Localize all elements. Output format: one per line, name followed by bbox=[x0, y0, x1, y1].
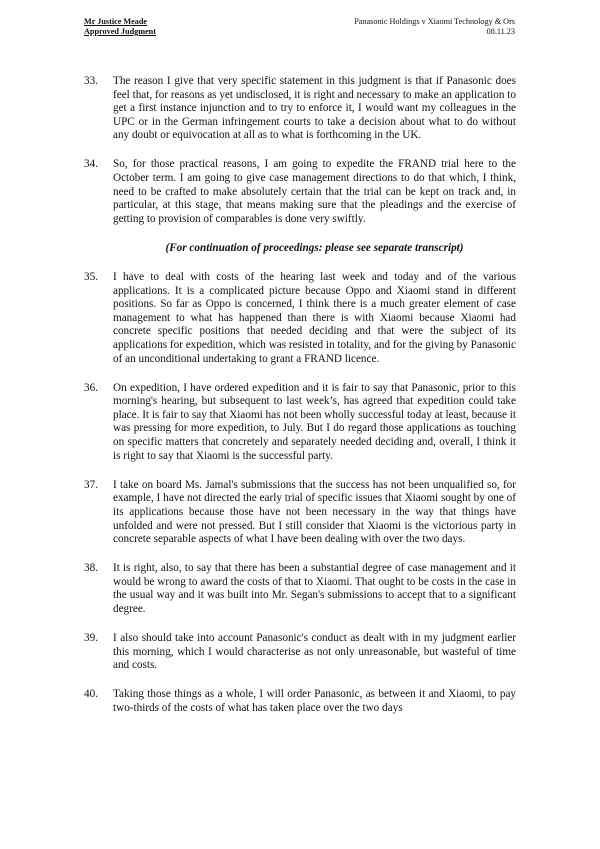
paragraph-35 bbox=[84, 271, 516, 366]
paragraph-text: Taking those things as a whole, I will order Panasonic, as between it and Xiaomi, to pay two-thirds of the costs of what has taken place over the two days bbox=[113, 688, 516, 714]
paragraph-40 bbox=[84, 688, 516, 715]
judgment-date: 08.11.23 bbox=[486, 27, 515, 36]
header-right bbox=[354, 17, 515, 37]
paragraph-text: I have to deal with costs of the hearing last week and today and of the various applications. It is a complicated picture because Oppo and Xiaomi stand in different positions. So far as Oppo is concerned, I think there is a much greater element of case management to what has happened than there is with Xiaomi because Xiaomi had concrete specific positions that needed deciding and that were the subject of its applications for expedition, which was resisted in totality, and for the giving by Panasonic of an unconditional undertaking to grant a FRAND licence. bbox=[113, 271, 516, 365]
case-name: Panasonic Holdings v Xiaomi Technology & Ors bbox=[354, 17, 515, 26]
paragraph-33 bbox=[84, 75, 516, 143]
paragraph-37 bbox=[84, 479, 516, 547]
continuation-notice: (For continuation of proceedings: please see separate transcript) bbox=[165, 241, 464, 254]
judgment-body bbox=[84, 75, 516, 731]
paragraph-34 bbox=[84, 158, 516, 226]
paragraph-number: 36. bbox=[84, 381, 98, 394]
paragraph-text: It is right, also, to say that there has been a substantial degree of case management and it would be wrong to award the costs of that to Xiaomi. That ought to be costs in the case in the usual way and it was built into Mr. Segan's submissions to accept that to a significant degree. bbox=[113, 562, 516, 615]
header-left bbox=[84, 17, 156, 37]
paragraph-text: I take on board Ms. Jamal's submissions that the success has not been unqualified so, for example, I have not directed the early trial of specific issues that Xiaomi sought by one of its applications because those have not been necessary in the way that things have unfolded and were not pressed. But I still consider that Xiaomi is the victorious party in concrete separable aspects of what I have been dealing with over the two days. bbox=[113, 478, 516, 546]
paragraph-39 bbox=[84, 632, 516, 673]
judgment-status: Approved Judgment bbox=[84, 27, 156, 36]
paragraph-number: 37. bbox=[84, 478, 98, 491]
paragraph-text: I also should take into account Panasonic's conduct as dealt with in my judgment earlier this morning, which I would characterise as not only unreasonable, but wasteful of time and costs. bbox=[113, 632, 516, 672]
paragraph-number: 40. bbox=[84, 688, 98, 701]
paragraph-number: 39. bbox=[84, 632, 98, 645]
paragraph-38 bbox=[84, 562, 516, 616]
paragraph-text: On expedition, I have ordered expedition and it is fair to say that Panasonic, prior to this morning's hearing, but subsequent to last week’s, has agreed that expedition could take place. It is fair to say that Xiaomi has not been wholly successful today at least, because it was pressing for more expedition, to July. But I do regard those applications as touching on specific matters that concretely and separately needed deciding and, overall, I think it is right to say that Xiaomi is the successful party. bbox=[113, 381, 516, 462]
paragraph-text: The reason I give that very specific statement in this judgment is that if Panasonic does feel that, for reasons as yet undisclosed, it is right and necessary to make an application to get a first instance injunction and to try to enforce it, I would want my colleagues in the UPC or in the German infringement courts to take a decision about what to do without any doubt or equivocation at all as to what is forthcoming in the UK. bbox=[113, 75, 516, 142]
paragraph-text: So, for those practical reasons, I am going to expedite the FRAND trial here to the October term. I am going to give case management directions to do that which, I think, need to be crafted to make absolutely certain that the trial can be kept on track and, in particular, at this stage, that means making sure that the pleadings and the exercise of getting to provision of comparables is done very swiftly. bbox=[113, 158, 516, 225]
paragraph-36 bbox=[84, 382, 516, 464]
paragraph-number: 34. bbox=[84, 158, 98, 171]
paragraph-number: 38. bbox=[84, 562, 98, 575]
paragraph-number: 35. bbox=[84, 271, 98, 284]
judge-name: Mr Justice Meade bbox=[84, 17, 148, 26]
paragraph-number: 33. bbox=[84, 75, 98, 87]
